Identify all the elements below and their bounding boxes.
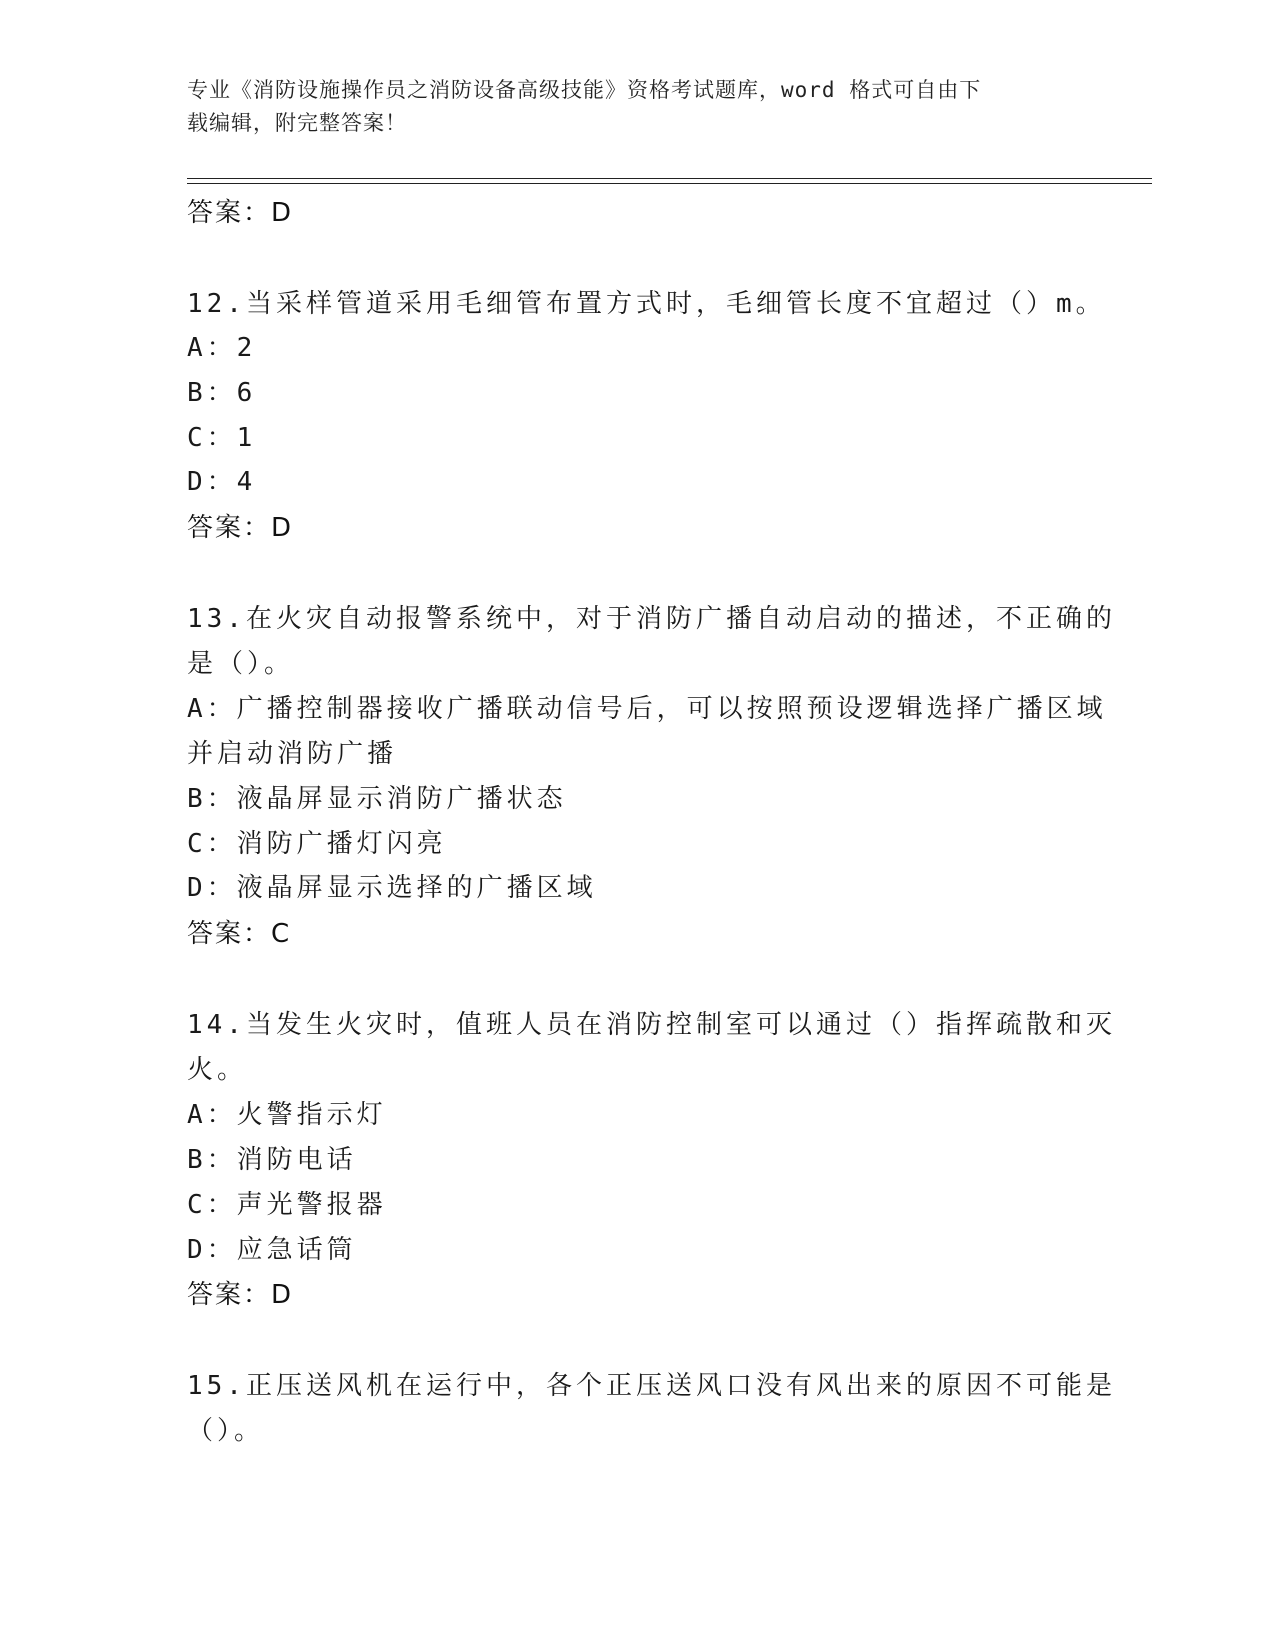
header-line-2: 载编辑，附完整答案！ [187,111,407,135]
q13-option-d: D：液晶屏显示选择的广播区域 [187,873,597,903]
answer-q14: 答案：D [187,1280,294,1310]
q13-option-c: C：消防广播灯闪亮 [187,829,447,859]
q13-option-a-line-2: 并启动消防广播 [187,739,398,769]
q15-stem-line-1: 15.正压送风机在运行中，各个正压送风口没有风出来的原因不可能是 [187,1371,1116,1401]
q13-option-a-line-1: A：广播控制器接收广播联动信号后，可以按照预设逻辑选择广播区域 [187,694,1107,724]
q14-stem-line-1: 14.当发生火灾时，值班人员在消防控制室可以通过（）指挥疏散和灭 [187,1010,1116,1040]
answer-q11: 答案：D [187,198,294,228]
q12-stem: 12.当采样管道采用毛细管布置方式时，毛细管长度不宜超过（）m。 [187,289,1106,319]
q12-option-d: D：4 [187,467,257,497]
q14-option-c: C：声光警报器 [187,1190,387,1220]
answer-q12: 答案：D [187,513,294,543]
q14-stem-line-2: 火。 [187,1055,248,1085]
q13-stem-line-1: 13.在火灾自动报警系统中，对于消防广播自动启动的描述，不正确的 [187,604,1116,634]
q13-stem-line-2: 是（）。 [187,649,295,679]
q12-option-c: C：1 [187,423,257,453]
q14-option-b: B：消防电话 [187,1145,357,1175]
q14-option-a: A：火警指示灯 [187,1100,387,1130]
q13-option-b: B：液晶屏显示消防广播状态 [187,784,567,814]
answer-q13: 答案：C [187,919,292,949]
header-divider-bottom [187,183,1152,184]
q12-option-a: A：2 [187,333,257,363]
q14-option-d: D：应急话筒 [187,1235,357,1265]
document-header [187,74,1067,140]
q15-stem-line-2: （）。 [187,1416,265,1446]
header-divider-top [187,178,1152,179]
q12-option-b: B：6 [187,378,257,408]
header-line-1: 专业《消防设施操作员之消防设备高级技能》资格考试题库，word 格式可自由下 [187,78,982,102]
